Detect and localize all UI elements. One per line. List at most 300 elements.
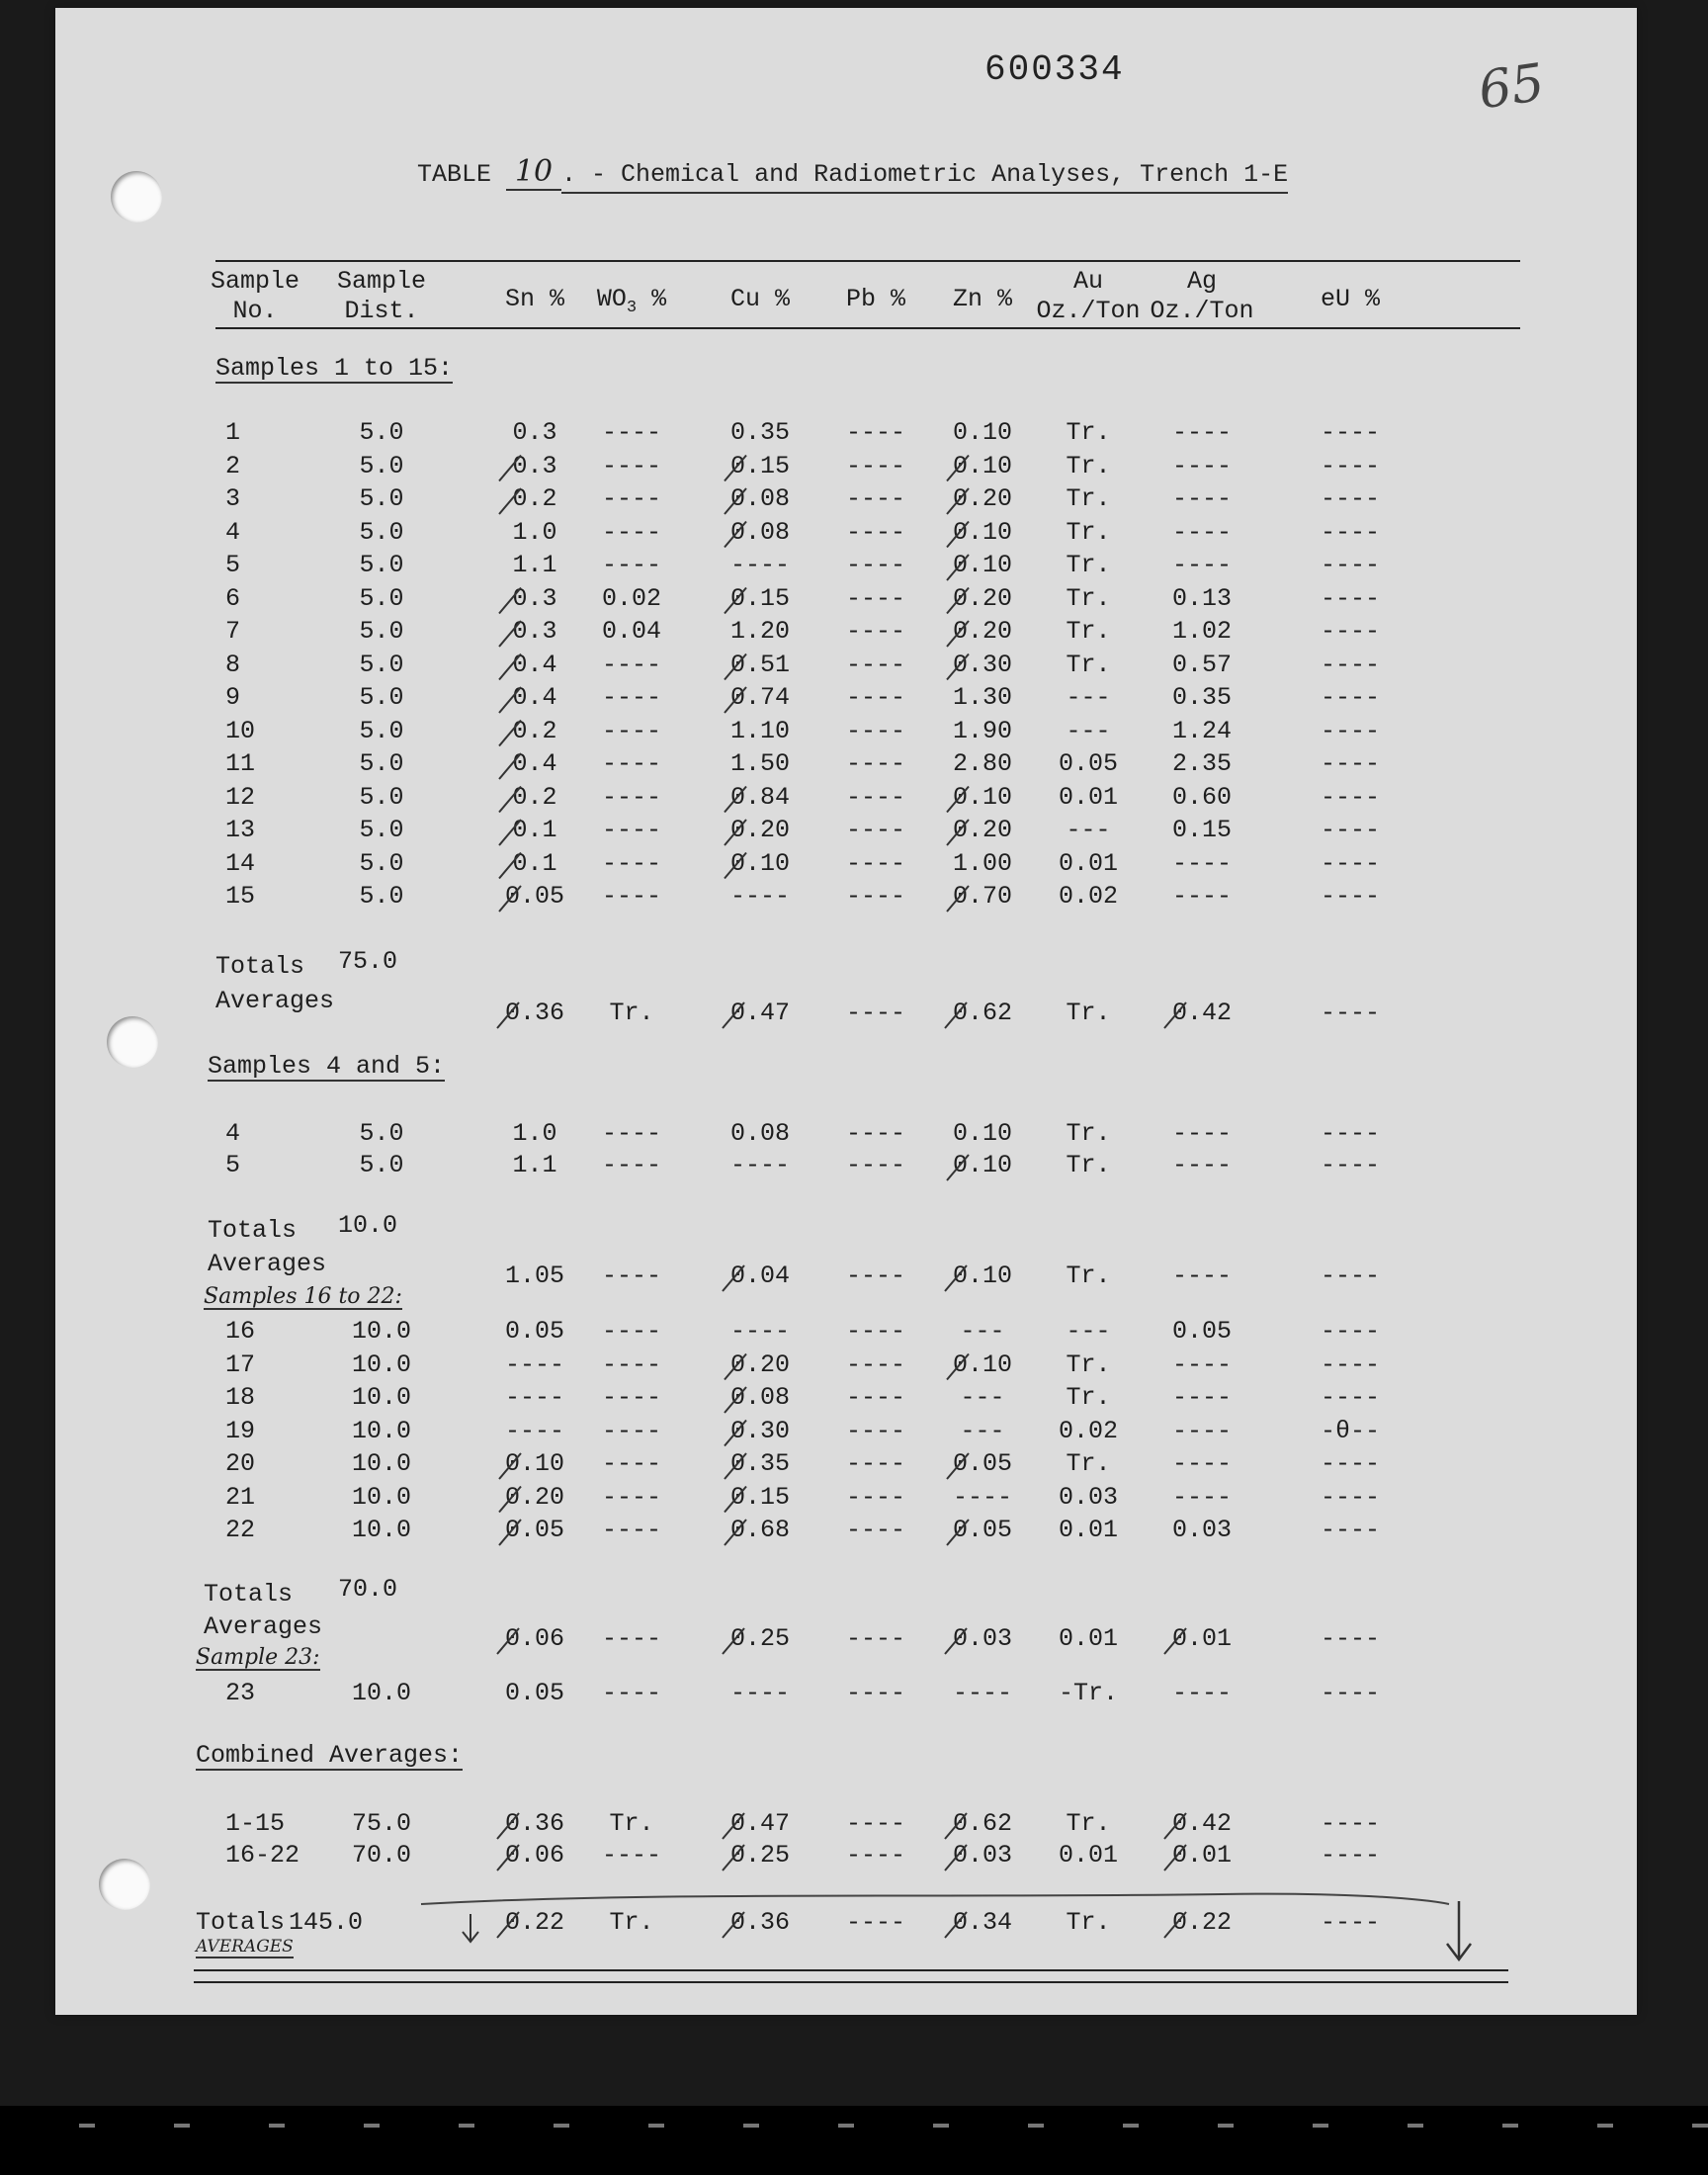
handwritten-slash-mark	[497, 1845, 519, 1870]
sec3-row-7-ag: 0.03	[1171, 1516, 1233, 1544]
combined-totals-row-zn: 0.34	[952, 1908, 1013, 1937]
down-arrow-icon	[463, 1914, 478, 1942]
sec1-row-6-sn: 0.3	[512, 583, 557, 613]
col-header-pb: Pb %	[845, 285, 906, 313]
sec3-row-5-cu: 0.35	[729, 1449, 791, 1478]
handwritten-slash-mark	[725, 1387, 746, 1413]
sec1-row-11-zn: 2.80	[952, 749, 1013, 778]
sec3-averages-zn: 0.03	[952, 1624, 1013, 1653]
section-1-totals-value: 75.0	[337, 947, 398, 976]
handwritten-slash-mark	[947, 654, 969, 680]
sec3-row-5-zn: 0.05	[952, 1449, 1013, 1478]
sec1-row-10-sn: 0.2	[512, 716, 557, 745]
sec1-row-4-dist: 5.0	[359, 517, 404, 547]
sec1-row-2-wo3: ----	[601, 451, 662, 480]
title-prefix: TABLE	[417, 160, 492, 189]
sec1-row-11-cu: 1.50	[729, 749, 791, 778]
sec3-row-3-sn: ----	[504, 1383, 565, 1412]
sec3-row-2-no: 17	[225, 1349, 256, 1379]
sec1-row-9-dist: 5.0	[359, 683, 404, 712]
sec1-row-1-ag: ----	[1171, 418, 1233, 447]
sec2-averages-pb: ----	[845, 1262, 906, 1290]
sec1-row-8-ag: 0.57	[1171, 650, 1233, 679]
sec1-row-10-wo3: ----	[601, 716, 662, 745]
sec1-row-7-pb: ----	[845, 617, 906, 646]
sec2-row-1-cu: 0.08	[729, 1119, 791, 1148]
sec1-row-11-no: 11	[225, 749, 256, 778]
sec1-averages-au: Tr.	[1066, 999, 1111, 1027]
sec1-row-5-sn: 1.1	[512, 551, 557, 579]
sec1-row-12-zn: 0.10	[952, 782, 1013, 812]
sec3-row-2-sn: ----	[504, 1349, 565, 1379]
handwritten-slash-mark	[945, 1813, 967, 1839]
sec3-row-6-ag: ----	[1171, 1482, 1233, 1512]
sec1-averages-cu: 0.47	[729, 999, 791, 1027]
sec3-averages-sn: 0.06	[504, 1624, 565, 1653]
sec3-row-6-dist: 10.0	[351, 1482, 412, 1512]
section-3-averages-label: Averages	[204, 1612, 323, 1641]
sec1-row-11-sn: 0.4	[512, 749, 557, 778]
sec3-row-7-cu: 0.68	[729, 1516, 791, 1544]
sec1-row-7-zn: 0.20	[952, 617, 1013, 646]
sec3-row-6-wo3: ----	[601, 1482, 662, 1512]
sec4-row-1-eu: ----	[1320, 1679, 1381, 1707]
sec1-row-12-wo3: ----	[601, 782, 662, 812]
sec3-row-6-zn: ----	[952, 1482, 1013, 1512]
handwritten-slash-mark	[497, 1002, 519, 1028]
combined-row-1-dist: 75.0	[351, 1809, 412, 1838]
scan-edge-ticks	[0, 2124, 1708, 2128]
section-1-totals-label: Totals	[215, 952, 305, 981]
handwritten-slash-mark	[725, 1453, 746, 1479]
col-header-cu: Cu %	[729, 285, 791, 313]
sec2-row-2-no: 5	[225, 1151, 241, 1179]
sec1-row-12-no: 12	[225, 782, 256, 812]
handwritten-slash-mark	[1164, 1813, 1186, 1839]
handwritten-slash-mark	[725, 820, 746, 845]
sec2-row-1-no: 4	[225, 1119, 241, 1148]
sec3-row-7-sn: 0.05	[504, 1516, 565, 1544]
sec1-row-15-pb: ----	[845, 882, 906, 911]
sec1-row-15-sn: 0.05	[504, 882, 565, 911]
sec3-row-4-zn: ---	[960, 1416, 1005, 1445]
sec2-row-1-sn: 1.0	[512, 1119, 557, 1148]
sec3-row-3-pb: ----	[845, 1383, 906, 1412]
sec2-row-2-au: Tr.	[1066, 1151, 1111, 1179]
sec1-row-3-zn: 0.20	[952, 484, 1013, 513]
handwritten-slash-mark	[499, 456, 521, 481]
combined-heading: Combined Averages:	[196, 1741, 464, 1770]
sec1-row-11-dist: 5.0	[359, 749, 404, 778]
combined-row-1-wo3: Tr.	[609, 1809, 654, 1838]
sec1-row-3-ag: ----	[1171, 484, 1233, 513]
sec1-row-2-cu: 0.15	[729, 451, 791, 480]
handwritten-slash-mark	[725, 588, 746, 614]
sec1-averages-eu: ----	[1320, 999, 1381, 1027]
col-header-au-line1: Au	[1072, 267, 1104, 296]
handwritten-slash-mark	[499, 886, 521, 912]
sec3-row-1-ag: 0.05	[1171, 1317, 1233, 1346]
handwritten-slash-mark	[945, 1912, 967, 1938]
sec3-row-5-ag: ----	[1171, 1449, 1233, 1478]
sec1-row-15-ag: ----	[1171, 882, 1233, 911]
sec1-row-1-eu: ----	[1320, 418, 1381, 447]
sec3-row-4-no: 19	[225, 1416, 256, 1445]
sec3-row-3-zn: ---	[960, 1383, 1005, 1412]
sec1-row-2-pb: ----	[845, 451, 906, 480]
handwritten-slash-mark	[1164, 1002, 1186, 1028]
sec1-row-5-wo3: ----	[601, 551, 662, 579]
handwritten-slash-mark	[499, 853, 521, 879]
sec1-row-9-cu: 0.74	[729, 683, 791, 712]
sec1-row-4-au: Tr.	[1066, 517, 1111, 547]
sec1-row-7-eu: ----	[1320, 617, 1381, 646]
section-3-totals-label: Totals	[204, 1580, 294, 1609]
handwritten-slash-mark	[723, 1265, 744, 1291]
combined-row-1-ag: 0.42	[1171, 1809, 1233, 1838]
sec1-row-14-wo3: ----	[601, 848, 662, 878]
sec3-averages-eu: ----	[1320, 1624, 1381, 1653]
sec3-row-2-cu: 0.20	[729, 1349, 791, 1379]
sec1-row-7-ag: 1.02	[1171, 617, 1233, 646]
handwritten-slash-mark	[947, 787, 969, 813]
sec3-row-5-wo3: ----	[601, 1449, 662, 1478]
handwritten-slash-mark	[497, 1912, 519, 1938]
combined-totals-row-pb: ----	[845, 1908, 906, 1937]
sec3-row-1-zn: ---	[960, 1317, 1005, 1346]
sec4-row-1-ag: ----	[1171, 1679, 1233, 1707]
sec1-row-6-cu: 0.15	[729, 583, 791, 613]
handwritten-slash-mark	[725, 853, 746, 879]
handwritten-slash-mark	[723, 1002, 744, 1028]
sec1-row-9-wo3: ----	[601, 683, 662, 712]
table-number: 10	[506, 154, 561, 191]
sec1-row-5-no: 5	[225, 551, 241, 579]
sec3-row-7-dist: 10.0	[351, 1516, 412, 1544]
sec3-row-2-dist: 10.0	[351, 1349, 412, 1379]
combined-totals-row-eu: ----	[1320, 1908, 1381, 1937]
sec3-row-4-pb: ----	[845, 1416, 906, 1445]
handwritten-slash-mark	[499, 1520, 521, 1545]
sec1-row-3-dist: 5.0	[359, 484, 404, 513]
sec1-row-6-no: 6	[225, 583, 241, 613]
sec1-row-6-au: Tr.	[1066, 583, 1111, 613]
sec2-row-2-wo3: ----	[601, 1151, 662, 1179]
sec1-row-2-zn: 0.10	[952, 451, 1013, 480]
sec2-row-1-pb: ----	[845, 1119, 906, 1148]
sec1-row-13-wo3: ----	[601, 816, 662, 844]
sec1-row-5-eu: ----	[1320, 551, 1381, 579]
col-header-no-line1: Sample	[210, 267, 300, 296]
sec1-row-4-cu: 0.08	[729, 517, 791, 547]
col-header-au: Oz./Ton	[1036, 297, 1141, 325]
sec3-averages-cu: 0.25	[729, 1624, 791, 1653]
col-header-no: No.	[232, 297, 278, 325]
combined-row-2-cu: 0.25	[729, 1841, 791, 1870]
sec1-row-3-wo3: ----	[601, 484, 662, 513]
sec1-row-2-no: 2	[225, 451, 241, 480]
sec1-row-12-sn: 0.2	[512, 782, 557, 812]
combined-row-1-no: 1-15	[225, 1809, 286, 1838]
combined-row-1-eu: ----	[1320, 1809, 1381, 1838]
sec1-row-3-cu: 0.08	[729, 484, 791, 513]
sec1-row-9-au: ---	[1066, 683, 1111, 712]
sec1-row-1-wo3: ----	[601, 418, 662, 447]
combined-row-2-wo3: ----	[601, 1841, 662, 1870]
sec1-row-4-wo3: ----	[601, 517, 662, 547]
sec3-row-1-pb: ----	[845, 1317, 906, 1346]
handwritten-slash-mark	[725, 1487, 746, 1513]
combined-totals-label: Totals	[196, 1908, 286, 1937]
handwritten-slash-mark	[725, 488, 746, 514]
sec1-row-11-au: 0.05	[1058, 749, 1119, 778]
scan-edge-strip	[0, 2106, 1708, 2175]
section-1-averages-label: Averages	[215, 987, 335, 1015]
sec2-row-1-au: Tr.	[1066, 1119, 1111, 1148]
handwritten-slash-mark	[725, 522, 746, 548]
sec1-row-13-no: 13	[225, 816, 256, 844]
sec3-row-3-ag: ----	[1171, 1383, 1233, 1412]
sec3-row-7-wo3: ----	[601, 1516, 662, 1544]
sec3-row-4-dist: 10.0	[351, 1416, 412, 1445]
handwritten-slash-mark	[499, 753, 521, 779]
combined-row-1-cu: 0.47	[729, 1809, 791, 1838]
sec1-row-15-zn: 0.70	[952, 882, 1013, 911]
sec3-row-2-au: Tr.	[1066, 1349, 1111, 1379]
sec1-row-15-wo3: ----	[601, 882, 662, 911]
sec3-row-4-wo3: ----	[601, 1416, 662, 1445]
sec1-row-9-pb: ----	[845, 683, 906, 712]
sec3-row-4-au: 0.02	[1058, 1416, 1119, 1445]
sec1-row-9-eu: ----	[1320, 683, 1381, 712]
sec1-row-1-cu: 0.35	[729, 418, 791, 447]
combined-totals-row-ag: 0.22	[1171, 1908, 1233, 1937]
combined-row-2-no: 16-22	[225, 1841, 300, 1870]
sec3-row-7-au: 0.01	[1058, 1516, 1119, 1544]
sec4-row-1-wo3: ----	[601, 1679, 662, 1707]
handwritten-slash-mark	[947, 1520, 969, 1545]
col-header-sn: Sn %	[504, 285, 565, 313]
sec1-row-4-zn: 0.10	[952, 517, 1013, 547]
sec1-row-12-cu: 0.84	[729, 782, 791, 812]
handwritten-slash-mark	[723, 1628, 744, 1654]
sec1-row-10-dist: 5.0	[359, 716, 404, 745]
handwritten-slash-mark	[945, 1265, 967, 1291]
sec3-row-1-au: ---	[1066, 1317, 1111, 1346]
handwritten-slash-mark	[947, 1155, 969, 1180]
sec2-row-2-eu: ----	[1320, 1151, 1381, 1179]
handwritten-slash-mark	[947, 621, 969, 647]
sec2-averages-cu: 0.04	[729, 1262, 791, 1290]
sec3-row-4-ag: ----	[1171, 1416, 1233, 1445]
handwritten-slash-mark	[947, 488, 969, 514]
col-header-eu: eU %	[1320, 285, 1381, 313]
sec3-row-7-no: 22	[225, 1516, 256, 1544]
sec2-averages-ag: ----	[1171, 1262, 1233, 1290]
sec1-row-9-sn: 0.4	[512, 683, 557, 712]
sec1-row-4-sn: 1.0	[512, 517, 557, 547]
combined-row-1-zn: 0.62	[952, 1809, 1013, 1838]
handwritten-slash-mark	[499, 1453, 521, 1479]
sec3-row-4-sn: ----	[504, 1416, 565, 1445]
sec3-row-1-dist: 10.0	[351, 1317, 412, 1346]
sec3-row-1-wo3: ----	[601, 1317, 662, 1346]
handwritten-slash-mark	[499, 588, 521, 614]
handwritten-slash-mark	[723, 1813, 744, 1839]
handwritten-slash-mark	[499, 654, 521, 680]
sec1-row-4-no: 4	[225, 517, 241, 547]
sec2-row-2-sn: 1.1	[512, 1151, 557, 1179]
section-heading-4: Sample 23:	[196, 1645, 320, 1670]
sec1-row-12-dist: 5.0	[359, 782, 404, 812]
sec1-row-9-ag: 0.35	[1171, 683, 1233, 712]
sec1-row-1-au: Tr.	[1066, 418, 1111, 447]
sec1-row-12-au: 0.01	[1058, 782, 1119, 812]
combined-totals-value: 145.0	[289, 1908, 364, 1937]
sec1-row-14-no: 14	[225, 848, 256, 878]
sec1-row-7-no: 7	[225, 617, 241, 646]
handwritten-slash-mark	[1164, 1628, 1186, 1654]
handwritten-slash-mark	[499, 621, 521, 647]
combined-row-2-dist: 70.0	[351, 1841, 412, 1870]
handwritten-slash-mark	[499, 820, 521, 845]
combined-row-2-au: 0.01	[1058, 1841, 1119, 1870]
sec4-row-1-dist: 10.0	[351, 1679, 412, 1707]
sec1-row-13-dist: 5.0	[359, 816, 404, 844]
sec1-row-1-pb: ----	[845, 418, 906, 447]
sec1-row-8-dist: 5.0	[359, 650, 404, 679]
handwritten-slash-mark	[1164, 1912, 1186, 1938]
sec1-row-14-dist: 5.0	[359, 848, 404, 878]
handwritten-marks	[55, 8, 1637, 2015]
sec1-row-7-au: Tr.	[1066, 617, 1111, 646]
sec2-row-2-pb: ----	[845, 1151, 906, 1179]
sec1-row-6-ag: 0.13	[1171, 583, 1233, 613]
sec2-averages-au: Tr.	[1066, 1262, 1111, 1290]
combined-row-2-zn: 0.03	[952, 1841, 1013, 1870]
sec1-row-14-eu: ----	[1320, 848, 1381, 878]
handwritten-slash-mark	[723, 1912, 744, 1938]
sec3-row-1-eu: ----	[1320, 1317, 1381, 1346]
wo3-label-prefix: WO	[596, 285, 627, 313]
sec3-row-1-cu: ----	[729, 1317, 791, 1346]
sec1-row-1-sn: 0.3	[512, 418, 557, 447]
sec2-row-2-zn: 0.10	[952, 1151, 1013, 1179]
sec1-averages-sn: 0.36	[504, 999, 565, 1027]
sec2-row-1-zn: 0.10	[952, 1119, 1013, 1148]
sec1-row-7-cu: 1.20	[729, 617, 791, 646]
sec1-row-13-au: ---	[1066, 816, 1111, 844]
section-2-totals-label: Totals	[208, 1216, 298, 1245]
sec2-averages-zn: 0.10	[952, 1262, 1013, 1290]
sec1-row-10-zn: 1.90	[952, 716, 1013, 745]
sec3-row-5-pb: ----	[845, 1449, 906, 1478]
sec3-row-5-eu: ----	[1320, 1449, 1381, 1478]
handwritten-slash-mark	[725, 1354, 746, 1380]
sec3-row-3-au: Tr.	[1066, 1383, 1111, 1412]
handwritten-slash-mark	[723, 1845, 744, 1870]
sec1-row-10-no: 10	[225, 716, 256, 745]
sec2-averages-wo3: ----	[601, 1262, 662, 1290]
combined-row-2-pb: ----	[845, 1841, 906, 1870]
sec1-row-11-pb: ----	[845, 749, 906, 778]
sec1-averages-wo3: Tr.	[609, 999, 654, 1027]
sec1-row-15-au: 0.02	[1058, 882, 1119, 911]
sec3-row-5-sn: 0.10	[504, 1449, 565, 1478]
handwritten-slash-mark	[725, 1421, 746, 1446]
section-2-totals-value: 10.0	[337, 1211, 398, 1240]
sec1-row-8-cu: 0.51	[729, 650, 791, 679]
handwritten-slash-mark	[499, 721, 521, 746]
sec1-row-10-eu: ----	[1320, 716, 1381, 745]
sec1-row-13-zn: 0.20	[952, 816, 1013, 844]
sec1-row-3-eu: ----	[1320, 484, 1381, 513]
handwritten-slash-mark	[725, 654, 746, 680]
sec4-row-1-no: 23	[225, 1679, 256, 1707]
sec3-row-5-dist: 10.0	[351, 1449, 412, 1478]
sec1-row-5-ag: ----	[1171, 551, 1233, 579]
combined-averages-label: AVERAGES	[196, 1937, 294, 1957]
sec1-row-2-eu: ----	[1320, 451, 1381, 480]
section-heading-1: Samples 1 to 15:	[215, 354, 454, 383]
sec4-row-1-sn: 0.05	[504, 1679, 565, 1707]
sec1-row-6-zn: 0.20	[952, 583, 1013, 613]
sec1-row-9-no: 9	[225, 683, 241, 712]
combined-row-2-sn: 0.06	[504, 1841, 565, 1870]
wo3-subscript: 3	[626, 299, 638, 317]
sec3-averages-ag: 0.01	[1171, 1624, 1233, 1653]
sec1-row-7-sn: 0.3	[512, 617, 557, 646]
sec4-row-1-au: -Tr.	[1058, 1679, 1119, 1707]
sec1-row-13-ag: 0.15	[1171, 816, 1233, 844]
sec1-row-14-cu: 0.10	[729, 848, 791, 878]
sec3-row-2-wo3: ----	[601, 1349, 662, 1379]
sec1-row-5-au: Tr.	[1066, 551, 1111, 579]
combined-row-1-au: Tr.	[1066, 1809, 1111, 1838]
sec3-row-2-eu: ----	[1320, 1349, 1381, 1379]
sec3-row-2-ag: ----	[1171, 1349, 1233, 1379]
sec3-averages-wo3: ----	[601, 1624, 662, 1653]
handwritten-slash-mark	[725, 456, 746, 481]
sec1-row-1-dist: 5.0	[359, 418, 404, 447]
section-2-averages-label: Averages	[208, 1250, 327, 1278]
handwritten-slash-mark	[499, 488, 521, 514]
sec3-row-2-pb: ----	[845, 1349, 906, 1379]
sec1-row-11-ag: 2.35	[1171, 749, 1233, 778]
sec1-row-6-pb: ----	[845, 583, 906, 613]
sec3-row-3-dist: 10.0	[351, 1383, 412, 1412]
section-3-totals-value: 70.0	[337, 1575, 398, 1604]
handwritten-slash-mark	[947, 886, 969, 912]
sec1-row-8-au: Tr.	[1066, 650, 1111, 679]
handwritten-slash-mark	[499, 787, 521, 813]
sec1-row-14-zn: 1.00	[952, 848, 1013, 878]
sec3-row-6-no: 21	[225, 1482, 256, 1512]
handwritten-slash-mark	[499, 687, 521, 713]
handwritten-slash-mark	[945, 1845, 967, 1870]
col-header-ag-line1: Ag	[1186, 267, 1218, 296]
sec3-row-7-eu: ----	[1320, 1516, 1381, 1544]
sec1-row-10-cu: 1.10	[729, 716, 791, 745]
section-heading-2: Samples 4 and 5:	[208, 1052, 446, 1081]
handwritten-slash-mark	[945, 1002, 967, 1028]
sec1-row-15-no: 15	[225, 882, 256, 911]
handwritten-slash-mark	[947, 522, 969, 548]
handwritten-slash-mark	[947, 555, 969, 580]
sec1-averages-pb: ----	[845, 999, 906, 1027]
sec1-row-14-ag: ----	[1171, 848, 1233, 878]
section-heading-3: Samples 16 to 22:	[204, 1284, 402, 1309]
